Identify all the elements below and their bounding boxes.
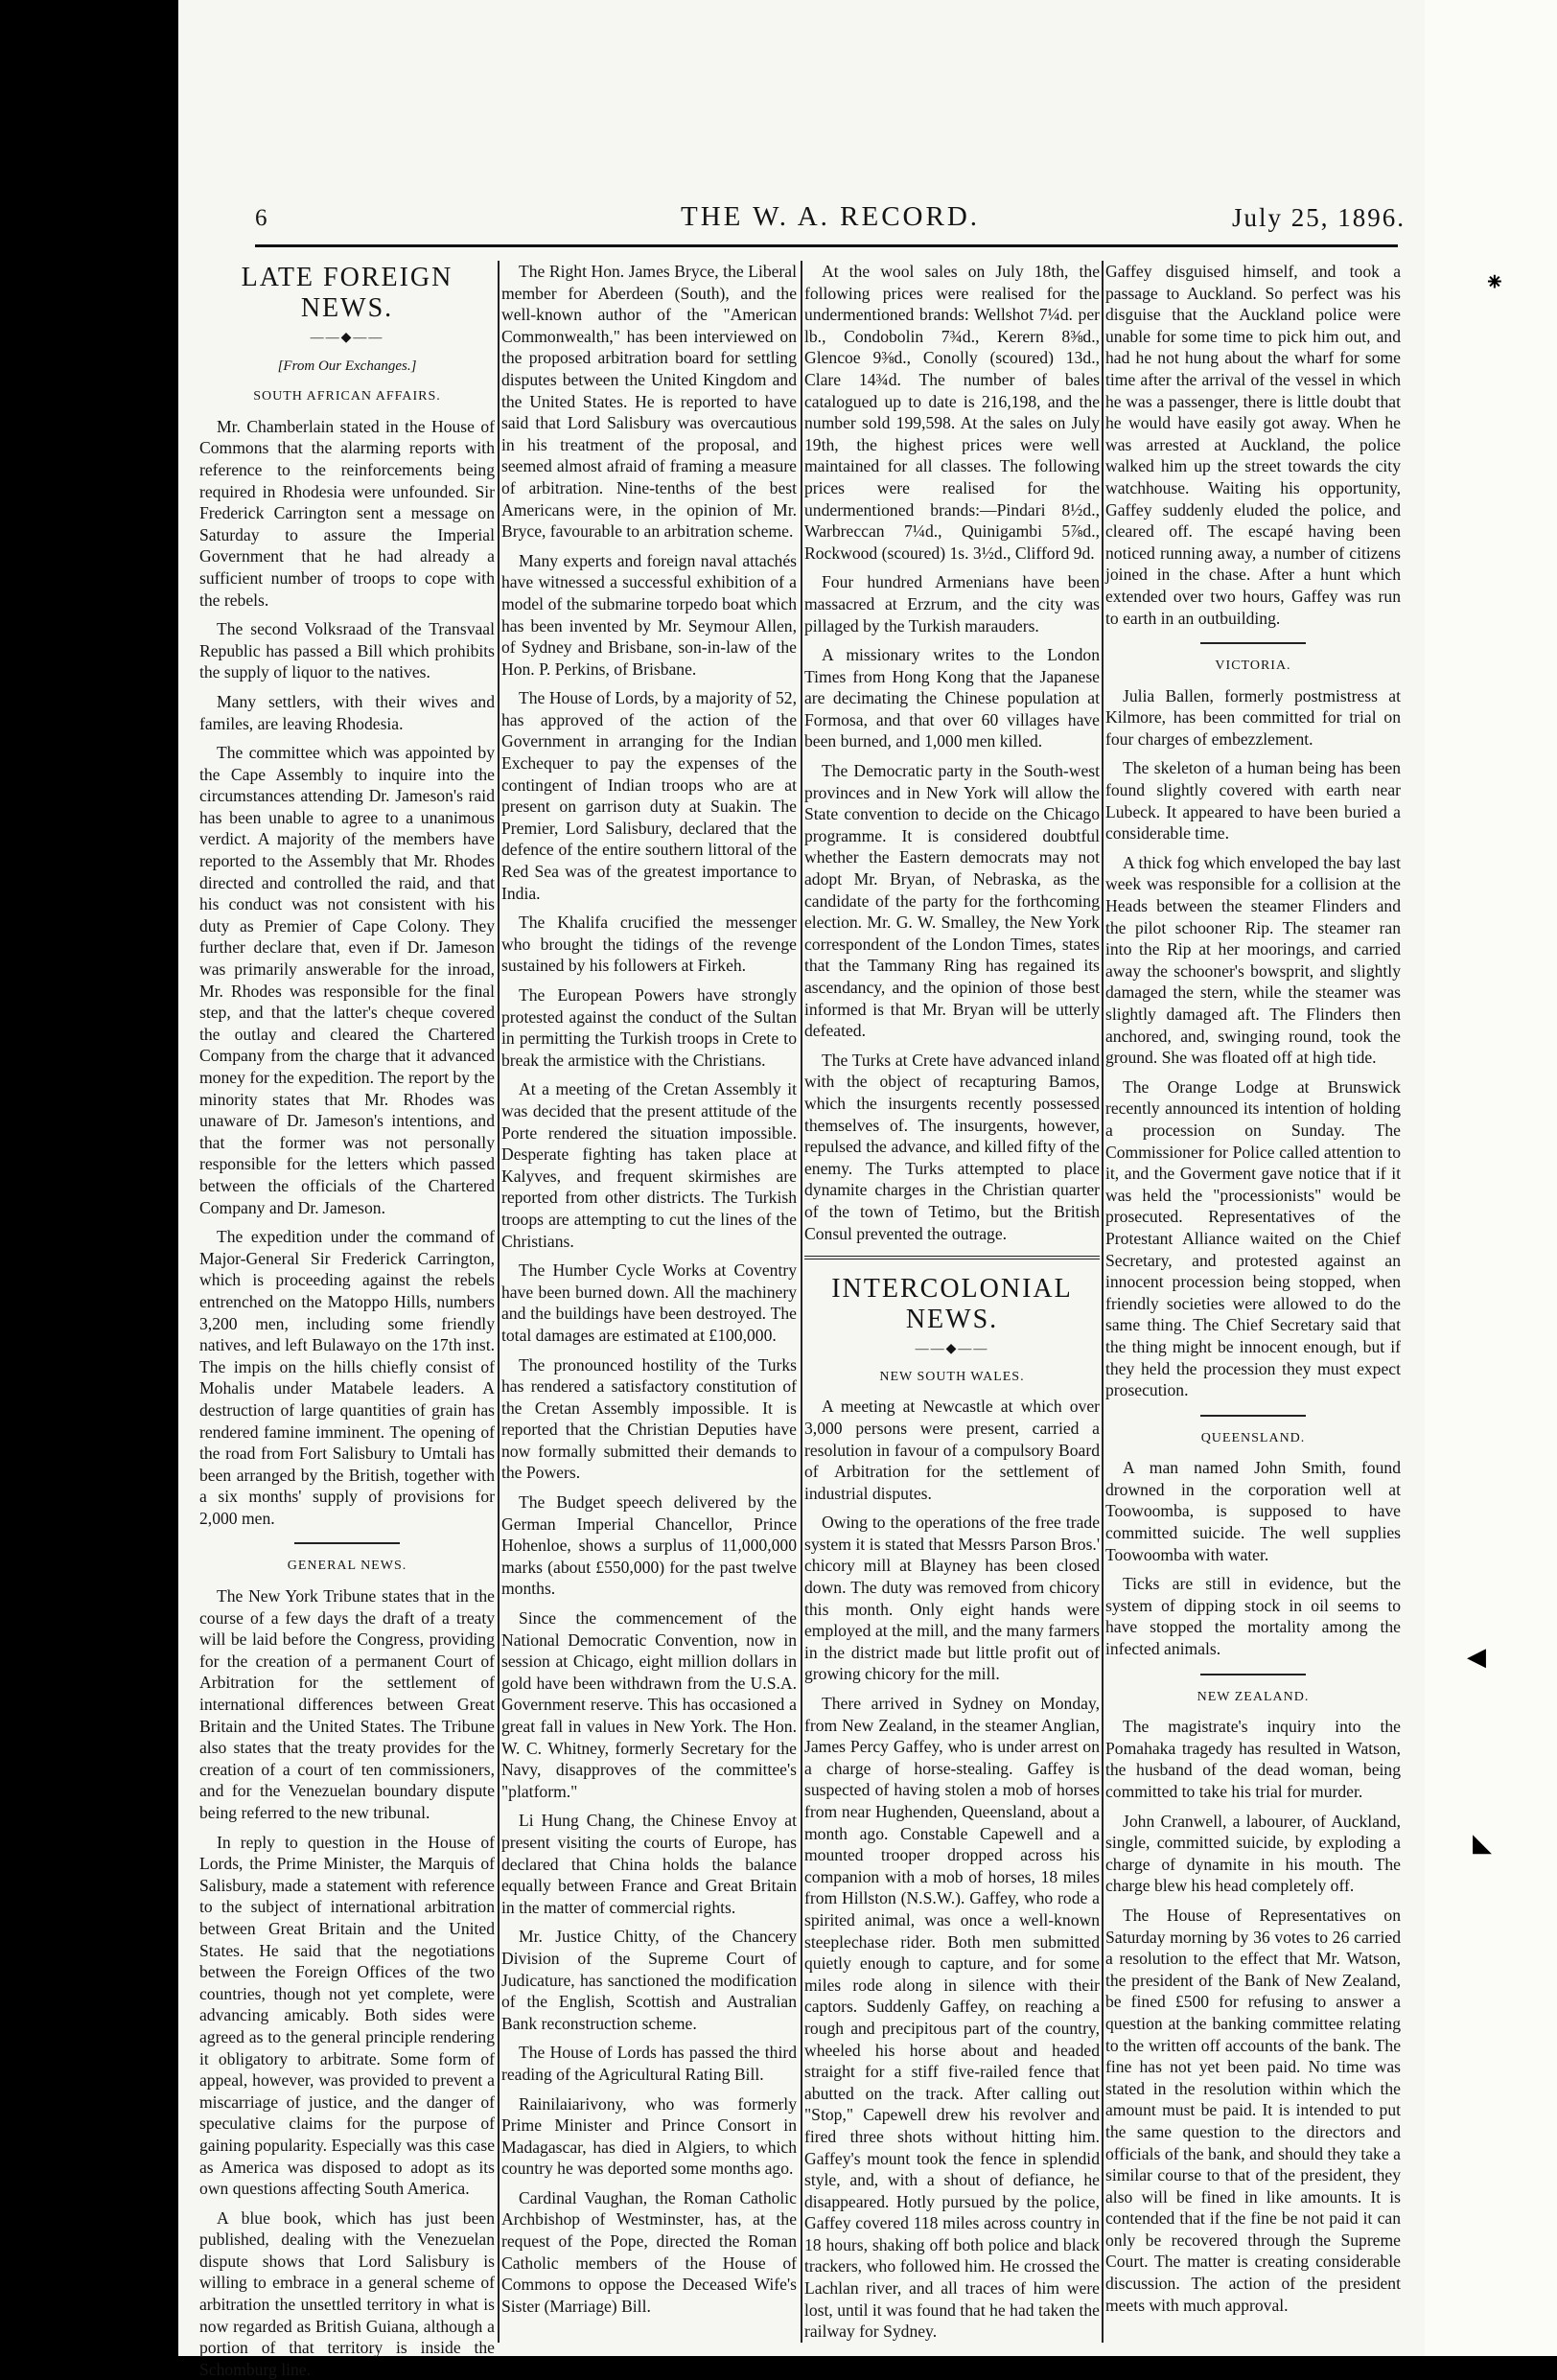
column-3: [804, 261, 1100, 2350]
scan-speck-icon: ⁕: [1484, 268, 1505, 297]
article-paragraph: The European Powers have strongly protested against the conduct of the Sultan in permitting the Turkish troops in Crete to break the armistice with the Christians.: [501, 985, 797, 1070]
article-paragraph: The House of Representatives on Saturday morning by 36 votes to 26 carried a resolution to the effect that Mr. Watson, the president of the Bank of New Zealand, be fined £500 for refusing to answer a question at the banking committee relating to the written off accounts of the bank. The fine has not yet been paid. No time was stated in the resolution within which the amount must be paid. It is intended to put the same question to the directors and officials of the bank, and should they take a similar course to that of the president, they also will be fined in like amounts. It is contended that if the fine be not paid it can only be recovered through the Supreme Court. The matter is creating considerable discussion. The action of the president meets with much approval.: [1105, 1905, 1401, 2315]
page-header: [255, 199, 1406, 238]
article-paragraph: The Orange Lodge at Brunswick recently announced its intention of holding a procession on Sunday. The Commissioner for Police called attention to it, and the Goverment gave notice that if it was held the "processionists" would be prosecuted. Representatives of the Protestant Alliance waited on the Chief Secretary, and protested against an innocent procession being stopped, when friendly societies were allowed to do the same thing. The Chief Secretary said that the thing might be innocent enough, but if they held the procession they must expect prosecution.: [1105, 1076, 1401, 1400]
article-paragraph: There arrived in Sydney on Monday, from New Zealand, in the steamer Anglian, James Percy Gaffey, who is under arrest on a charge of horse-stealing. Gaffey is suspected of having stolen a mob of horses from near Hughenden, Queensland, about a month ago. Constable Capewell and a mounted trooper dropped across his companion with a mob of horses, 18 miles from Hillston (N.S.W.). Gaffey, who rode a spirited animal, was once a well-known steeplechase rider. Both men submitted quietly enough to capture, and for some miles rode along in silence with their captors. Suddenly Gaffey, on reaching a rough and precipitous part of the country, wheeled his horse about and headed straight for a stiff five-railed fence that abutted on the track. After calling out "Stop," Capewell drew his revolver and fired three shots without hitting him. Gaffey's mount took the fence in splendid style, and, with a shout of defiance, he disappeared. Hotly pursued by the police, Gaffey covered 118 miles across country in 18 hours, shaking off both police and black trackers, who followed him. He crossed the Lachlan river, and all traces of him were lost, until it was found that he had taken the railway for Sydney.: [804, 1694, 1100, 2342]
article-paragraph: Ticks are still in evidence, but the system of dipping stock in oil seems to have stopped the mortality among the infected animals.: [1105, 1574, 1401, 1659]
article-paragraph: The expedition under the command of Major-General Sir Frederick Carrington, which is proceeding against the rebels entrenched on the Matoppo Hills, numbers 3,200 men, including some friendly natives, and left Bulawayo on the 17th inst. The impis on the hills chiefly consist of Mohalis under Matabele leaders. A destruction of large quantities of grain has rendered famine imminent. The opening of the road from Fort Salisbury to Umtali has been arranged by the British, together with a six months' supply of provisions for 2,000 men.: [199, 1227, 495, 1528]
article-paragraph: The Democratic party in the South-west provinces and in New York will allow the State convention to decide on the Chicago programme. It is considered doubtful whether the Eastern democrats may not adopt Mr. Bryan, of Nebraska, as the candidate of the party for the forthcoming election. Mr. G. W. Smalley, the New York correspondent of the London Times, states that the Tammany Ring has regained its ascendancy, and the opinion of those best informed is that Mr. Bryan will be utterly defeated.: [804, 761, 1100, 1041]
article-paragraph: Julia Ballen, formerly postmistress at Kilmore, has been committed for trial on four charges of embezzlement.: [1105, 685, 1401, 749]
article-paragraph: Mr. Justice Chitty, of the Chancery Division of the Supreme Court of Judicature, has sanctioned the modification of the English, Scottish and Australian Bank reconstruction scheme.: [501, 1927, 797, 2033]
subheading: QUEENSLAND.: [1200, 1430, 1306, 1445]
column-2: [501, 261, 797, 2350]
article-paragraph: The Khalifa crucified the messenger who brought the tidings of the revenge sustained by his followers at Firkeh.: [501, 913, 797, 976]
scan-border-right: [1425, 0, 1557, 2356]
article-paragraph: The Right Hon. James Bryce, the Liberal member for Aberdeen (South), and the well-known author of the "American Commonwealth," has been interviewed on the proposed arbitration board for settling disputes between the United Kingdom and the United States. He is reported to have said that Lord Salisbury was overcautious in his treatment of the proposal, and seemed almost afraid of framing a measure of arbitration. Nine-tenths of the best Americans were, in the opinion of Mr. Bryce, favourable to an arbitration scheme.: [501, 262, 797, 542]
article-paragraph: The pronounced hostility of the Turks has rendered a satisfactory constitution of the Cretan Assembly impossible. It is reported that the Christian Deputies have now formally submitted their demands to the Powers.: [501, 1354, 797, 1483]
article-paragraph: Since the commencement of the National Democratic Convention, now in session at Chicago, eight million dollars in gold have been withdrawn from the U.S.A. Government reserve. This has occasioned a great fall in values in New York. The Hon. W. C. Whitney, formerly Secretary for the Navy, disapproves of the committee's "platform.": [501, 1608, 797, 1801]
subheading: NEW ZEALAND.: [1197, 1689, 1310, 1704]
header-rule: [255, 244, 1398, 247]
article-paragraph: Cardinal Vaughan, the Roman Catholic Archbishop of Westminster, has, at the request of the Pope, directed the Roman Catholic members of the House of Commons to oppose the Deceased Wife's Sister (Marriage) Bill.: [501, 2187, 797, 2316]
newspaper-page: [178, 0, 1425, 2379]
article-paragraph: Rainilaiarivony, who was formerly Prime Minister and Prince Consort in Madagascar, has died in Algiers, to which country he was deported some months ago.: [501, 2093, 797, 2179]
article-paragraph: Owing to the operations of the free trade system it is stated that Messrs Parson Bros.' chicory mill at Blayney has been closed down. The duty was removed from chicory this month. Only eight hands were employed at the mill, and the many farmers in the district made but little profit out of growing chicory for the mill.: [804, 1513, 1100, 1684]
article-paragraph: The House of Lords, by a majority of 52, has approved of the action of the Government in arranging for the Indian Exchequer to pay the expenses of the contingent of Indian troops who are at present on garrison duty at Suakin. The Premier, Lord Salisbury, declared that the defence of the entire southern littoral of the Red Sea was of the greatest importance to India.: [501, 688, 797, 903]
article-paragraph: The Turks at Crete have advanced inland with the object of recapturing Bamos, which the insurgents recently possessed themselves of. The insurgents, however, repulsed the advance, and killed fifty of the enemy. The Turks attempted to place dynamite charges in the Christian quarter of the town of Tetimo, but the British Consul prevented the outrage.: [804, 1050, 1100, 1243]
arrow-mark-icon: ◀: [1467, 1643, 1486, 1672]
ornament-divider: ——◆——: [310, 331, 384, 345]
section-heading: INTERCOLONIAL NEWS.: [831, 1274, 1073, 1335]
page-number: 6: [255, 205, 267, 231]
article-paragraph: A missionary writes to the London Times from Hong Kong that the Japanese are decimating the Chinese population at Formosa, and that over 60 villages have been burned, and 1,000 men killed.: [804, 645, 1100, 751]
subheading: SOUTH AFRICAN AFFAIRS.: [253, 389, 441, 404]
article-paragraph: The House of Lords has passed the third reading of the Agricultural Rating Bill.: [501, 2043, 797, 2084]
subheading: VICTORIA.: [1215, 659, 1291, 674]
article-paragraph: The committee which was appointed by the Cape Assembly to inquire into the circumstances attending Dr. Jameson's raid has been unable to agree to a unanimous verdict. A majority of the members have reported to the Assembly that Mr. Rhodes directed and controlled the raid, and that his conduct was not consistent with his duty as Premier of Cape Colony. They further declare that, even if Dr. Jameson was primarily answerable for the inroad, Mr. Rhodes was responsible for the final step, and that the latter's cheque covered the outlay and cleared the Chartered Company from the charge that it advanced money for the expedition. The report by the minority states that Mr. Rhodes was unaware of Dr. Jameson's intentions, and that the former was not personally responsible for the letters which passed between the officials of the Chartered Company and Dr. Jameson.: [199, 743, 495, 1217]
article-paragraph: At a meeting of the Cretan Assembly it was decided that the present attitude of the Porte rendered the situation impossible. Desperate fighting has taken place at Kalyves, and frequent skirmishes are reported from other districts. The Turkish troops are attempting to cut the lines of the Christians.: [501, 1079, 797, 1251]
article-paragraph: The magistrate's inquiry into the Pomahaka tragedy has resulted in Watson, the husband of the dead woman, being committed to take his trial for murder.: [1105, 1717, 1401, 1801]
article-paragraph: Four hundred Armenians have been massacred at Erzrum, and the city was pillaged by the Turkish marauders.: [804, 572, 1100, 635]
article-paragraph: A blue book, which has just been published, dealing with the Venezuelan dispute shows that Lord Salisbury is willing to embrace in a general scheme of arbitration the unsettled territory in what is now regarded as British Guiana, although a portion of that territory is inside the Schomburg line.: [199, 2207, 495, 2379]
short-rule: [1200, 642, 1306, 644]
double-rule: [804, 1256, 1100, 1262]
section-heading: LATE FOREIGN NEWS.: [241, 263, 453, 323]
article-paragraph: The second Volksraad of the Transvaal Republic has passed a Bill which prohibits the supply of liquor to the natives.: [199, 619, 495, 682]
arrow-mark-icon: ◣: [1473, 1829, 1492, 1858]
source-note: [From Our Exchanges.]: [277, 358, 417, 374]
short-rule: [294, 1542, 400, 1544]
article-paragraph: At the wool sales on July 18th, the following prices were realised for the undermentioned brands: Wellshot 7¼d. per lb., Condobolin 7¾d., Kerern 8⅜d., Glencoe 9⅜d., Conolly (scoured) 13d., Clare 14¾d. The number of bales catalogued up to date is 216,198, and the number sold 199,598. At the sales on July 19th, the highest prices were well maintained for all classes. The following prices were realised for the undermentioned brands:—Pindari 8½d., Warbreccan 7¼d., Quinigambi 5⅞d., Rockwood (scoured) 1s. 3½d., Clifford 9d.: [804, 262, 1100, 563]
article-paragraph: Gaffey disguised himself, and took a passage to Auckland. So perfect was his disguise that the Auckland police were unable for some time to pick him out, and had he not hung about the wharf for some time after the arrival of the vessel in which he was a passenger, there is little doubt that he would have easily got away. When he was arrested at Auckland, the police walked him up the street towards the city watchhouse. Waiting his opportunity, Gaffey suddenly eluded the police, and cleared off. The escapé having been noticed running away, a number of citizens joined in the chase. After a hunt which extended over two hours, Gaffey was run to earth in an outbuilding.: [1105, 262, 1401, 628]
article-paragraph: Many experts and foreign naval attachés have witnessed a successful exhibition of a model of the submarine torpedo boat which has been invented by Mr. Seymour Allen, of Sydney and Brisbane, son-in-law of the Hon. P. Perkins, of Brisbane.: [501, 550, 797, 679]
short-rule: [1200, 1415, 1306, 1417]
column-divider: [1102, 261, 1104, 2343]
column-4: [1105, 261, 1401, 2350]
scan-border-left: [0, 0, 178, 2356]
article-paragraph: In reply to question in the House of Lords, the Prime Minister, the Marquis of Salisbury, made a statement with reference to the subject of international arbitration between Great Britain and the United States. He said that the negotiations between the Foreign Offices of the two countries, though not yet complete, were advancing amicably. Both sides were agreed as to the general principle rendering it obligatory to arbitrate. Some form of appeal, however, was provided to prevent a miscarriage of justice, and the danger of speculative claims for the purpose of gaining popularity. Especially was this case as America was disposed to adopt as its own questions affecting South America.: [199, 1832, 495, 2199]
article-paragraph: Many settlers, with their wives and familes, are leaving Rhodesia.: [199, 691, 495, 733]
article-paragraph: A man named John Smith, found drowned in the corporation well at Toowoomba, is supposed to have committed suicide. The well supplies Toowoomba with water.: [1105, 1458, 1401, 1564]
short-rule: [1200, 1674, 1306, 1675]
column-divider: [801, 261, 802, 2343]
article-paragraph: A meeting at Newcastle at which over 3,000 persons were present, carried a resolution in favour of a compulsory Board of Arbitration for the settlement of industrial disputes.: [804, 1397, 1100, 1503]
column-1: [199, 261, 495, 2379]
column-divider: [498, 261, 500, 2343]
subheading: NEW SOUTH WALES.: [879, 1369, 1025, 1384]
article-paragraph: The Budget speech delivered by the German Imperial Chancellor, Prince Hohenloe, shows a surplus of 11,000,000 marks (about £550,000) for the past twelve months.: [501, 1492, 797, 1599]
subheading: GENERAL NEWS.: [287, 1559, 407, 1574]
article-paragraph: The skeleton of a human being has been found slightly covered with earth near Lubeck. It appeared to have been buried a considerable time.: [1105, 758, 1401, 843]
article-paragraph: The New York Tribune states that in the course of a few days the draft of a treaty will be laid before the Congress, providing for the creation of a permanent Court of Arbitration for the settlement of international differences between Great Britain and the United States. The Tribune also states that the treaty provides for the creation of a court of ten commissioners, and for the Venezuelan boundary dispute being referred to the new tribunal.: [199, 1586, 495, 1822]
issue-date: July 25, 1896.: [1231, 203, 1406, 232]
article-paragraph: Li Hung Chang, the Chinese Envoy at present visiting the courts of Europe, has declared that China holds the balance equally between France and Great Britain in the matter of commercial rights.: [501, 1811, 797, 1917]
article-paragraph: The Humber Cycle Works at Coventry have been burned down. All the machinery and the buildings have been destroyed. The total damages are estimated at £100,000.: [501, 1260, 797, 1345]
article-paragraph: A thick fog which enveloped the bay last week was responsible for a collision at the Heads between the steamer Flinders and the pilot schooner Rip. The steamer ran into the Rip at her moorings, and carried away the schooner's bowsprit, and slightly damaged the stern, while the steamer was slightly damaged aft. The Flinders then anchored, and, swinging round, took the ground. She was floated off at high tide.: [1105, 852, 1401, 1068]
article-paragraph: Mr. Chamberlain stated in the House of Commons that the alarming reports with reference to the reinforcements being required in Rhodesia were unfounded. Sir Frederick Carrington sent a message on Saturday to assure the Imperial Government that he had already a sufficient number of troops to cope with the rebels.: [199, 416, 495, 610]
article-paragraph: John Cranwell, a labourer, of Auckland, single, committed suicide, by exploding a charge of dynamite in his mouth. The charge blew his head completely off.: [1105, 1811, 1401, 1896]
masthead-title: THE W. A. RECORD.: [680, 201, 981, 232]
ornament-divider: ——◆——: [915, 1342, 989, 1357]
